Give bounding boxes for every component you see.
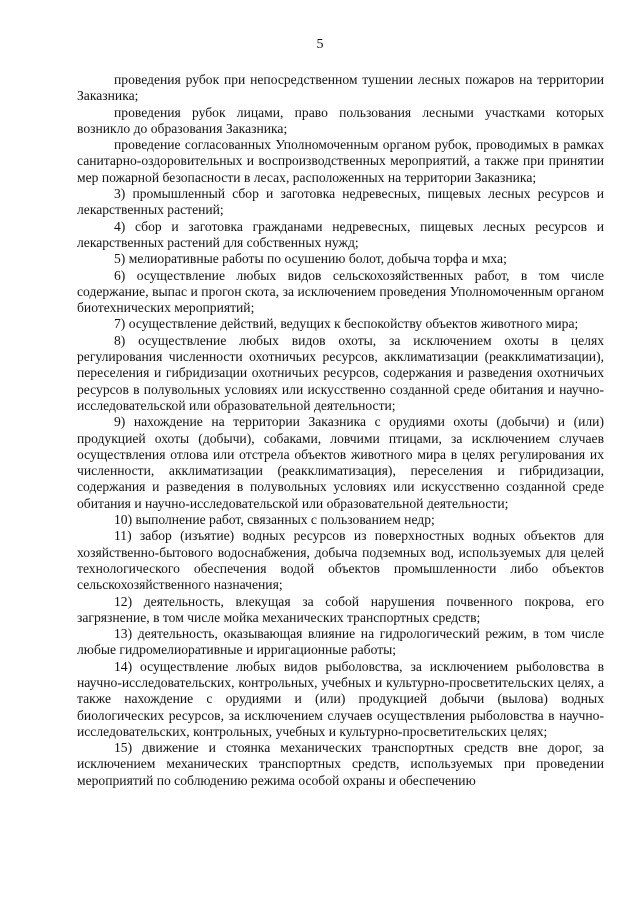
paragraph-item-15: 15) движение и стоянка механических транспортных средств вне дорог, за исключением механических транспортных средств, используемых при проведении мероприятий по соблюдению режима особой охраны и обеспечению xyxy=(77,740,604,788)
paragraph-item-7: 7) осуществление действий, ведущих к беспокойству объектов животного мира; xyxy=(114,316,579,332)
paragraph-item-8: 8) осуществление любых видов охоты, за исключением охоты в целях регулирования численности охотничьих ресурсов, акклиматизации (реакклиматизации), переселения и гибридизации охотничьих ресурсов, содержания и разведения охотничьих ресурсов в полувольных условиях или искусственно созданной среде обитания и научно-исследовательской или образовательной деятельности; xyxy=(77,332,604,413)
paragraph-agreed-clearcutting: проведение согласованных Уполномоченным органом рубок, проводимых в рамках санитарно-оздоровительных и воспроизводственных мероприятий, а также при принятии мер пожарной безопасности в лесах, расположенных на территории Заказника; xyxy=(77,137,604,185)
paragraph-item-14: 14) осуществление любых видов рыболовства, за исключением рыболовства в научно-исследовательских, контрольных, учебных и культурно-просветительских целях, а также нахождение с орудиями и (или) продукцией добычи (вылова) водных биологических ресурсов, за исключением случаев осуществления рыболовства в научно-исследовательских, контрольных, учебных и культурно-просветительских целях; xyxy=(77,658,604,739)
paragraph-item-6: 6) осуществление любых видов сельскохозяйственных работ, в том числе содержание, выпас и прогон скота, за исключением проведения Уполномоченным органом биотехнических мероприятий; xyxy=(77,267,604,316)
paragraph-item-12: 12) деятельность, влекущая за собой нарушения почвенного покрова, его загрязнение, в том числе мойка механических транспортных средств; xyxy=(77,593,604,625)
paragraph-item-3: 3) промышленный сбор и заготовка недревесных, пищевых лесных ресурсов и лекарственных растений; xyxy=(77,186,604,218)
paragraph-item-9: 9) нахождение на территории Заказника с орудиями охоты (добычи) и (или) продукцией охоты (добычи), собаками, ловчими птицами, за исключением случаев осуществления отлова или отстрела объектов животного мира в целях регулирования их численности, акклиматизации (реакклиматизация), переселения и гибридизации, содержания и разведения в полувольных условиях или искусственно созданной среде обитания и научно-исследовательской или образовательной деятельности; xyxy=(77,414,604,511)
page-number: 5 xyxy=(316,37,324,52)
paragraph-item-5: 5) мелиоративные работы по осушению болот, добыча торфа и мха; xyxy=(114,251,507,267)
paragraph-clearcutting-prior-rights: проведения рубок лицами, право пользования лесными участками которых возникло до образования Заказника; xyxy=(77,104,604,136)
paragraph-item-10: 10) выполнение работ, связанных с пользованием недр; xyxy=(114,512,435,528)
paragraph-clearcutting-fire: проведения рубок при непосредственном тушении лесных пожаров на территории Заказника; xyxy=(77,72,604,104)
document-body xyxy=(77,72,604,789)
paragraph-item-13: 13) деятельность, оказывающая влияние на гидрологический режим, в том числе любые гидромелиоративные и ирригационные работы; xyxy=(77,626,604,658)
paragraph-item-4: 4) сбор и заготовка гражданами недревесных, пищевых лесных ресурсов и лекарственных растений для собственных нужд; xyxy=(77,218,604,250)
paragraph-item-11: 11) забор (изъятие) водных ресурсов из поверхностных водных объектов для хозяйственно-бытового водоснабжения, добыча подземных вод, используемых для целей технологического обеспечения водой объектов промышленности либо объектов сельскохозяйственного назначения; xyxy=(77,528,604,593)
